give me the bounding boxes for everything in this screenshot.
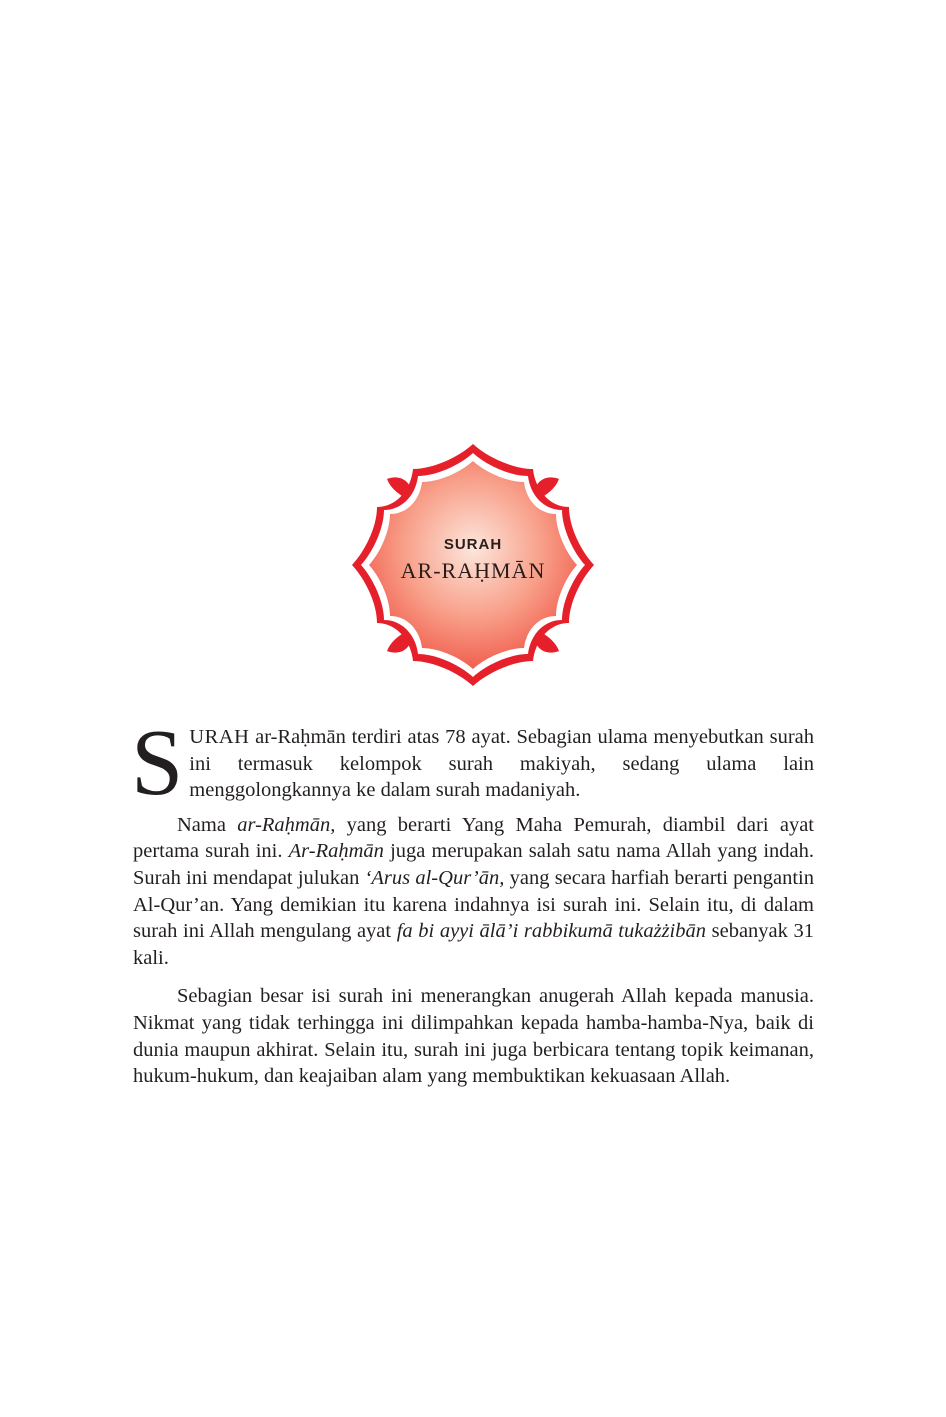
p2-text-2: yang berarti Yang Maha Pemurah, diambil dari ayat pertama surah ini. bbox=[133, 813, 814, 863]
p2-text-5: sebanyak 31 kali. bbox=[133, 920, 814, 969]
surah-emblem bbox=[346, 438, 600, 692]
emblem-caption bbox=[346, 534, 600, 586]
lead-word: URAH bbox=[189, 726, 250, 748]
surah-title: AR-RAḤMĀN bbox=[400, 558, 546, 583]
paragraph-2 bbox=[133, 812, 814, 972]
emblem-kicker: SURAH bbox=[443, 536, 503, 553]
p2-text-4: yang secara harfiah berarti pengantin Al-Qur’an. Yang demikian itu karena indahnya isi surah ini. Selain itu, di dalam surah ini Allah mengulang ayat bbox=[133, 866, 814, 943]
p2-text-1: Nama bbox=[177, 813, 238, 836]
p2-text-3: juga merupakan salah satu nama Allah yang indah. Surah ini mendapat julukan bbox=[133, 840, 814, 889]
p2-italic-2: Ar-Raḥmān bbox=[288, 840, 384, 863]
paragraph-3: Sebagian besar isi surah ini menerangkan anugerah Allah kepada manusia. Nikmat yang tidak terhingga ini dilimpahkan kepada hamba-hamba-Nya, baik di dunia maupun akhirat. Selain itu, surah ini juga berbicara tentang topik keimanan, hukum-hukum, dan keajaiban alam yang membuktikan kekuasaan Allah. bbox=[133, 985, 814, 1088]
paragraph-1 bbox=[131, 711, 814, 815]
p2-italic-4: fa bi ayyi ālā’i rabbikumā tukażżibān bbox=[396, 920, 707, 943]
body-text bbox=[131, 711, 814, 1090]
drop-cap: S bbox=[131, 711, 184, 815]
paragraph-1-text: ar-Raḥmān terdiri atas 78 ayat. Sebagian ulama menyebutkan surah ini termasuk kelompok surah makiyah, sedang ulama lain menggolongkannya ke dalam surah madaniyah. bbox=[189, 726, 814, 802]
p2-italic-1: ar-Raḥmān, bbox=[237, 813, 336, 836]
p2-italic-3: ‘Arus al-Qur’ān, bbox=[364, 866, 505, 889]
